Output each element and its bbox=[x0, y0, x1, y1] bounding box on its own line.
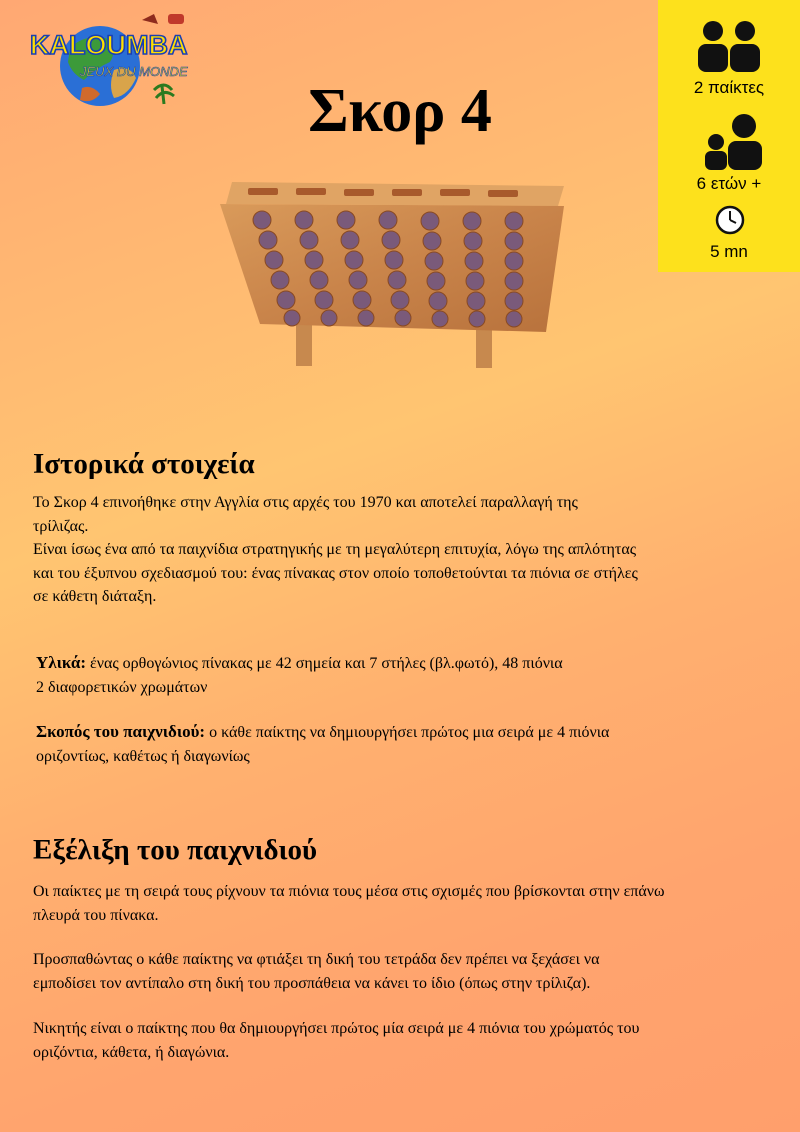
history-line: Είναι ίσως ένα από τα παιχνίδια στρατηγικής με τη μεγαλύτερη επιτυχία, λόγω της απλότητας bbox=[33, 541, 637, 558]
gameplay-heading: Εξέλιξη του παιχνιδιού bbox=[33, 834, 318, 866]
history-line: και του έξυπνου σχεδιασμού του: ένας πίνακας στον οποίο τοποθετούνται τα πιόνια σε στήλες bbox=[33, 564, 638, 582]
gameplay-line: Προσπαθώντας ο κάθε παίκτης να φτιάξει τη δική του τετράδα δεν πρέπει να ξεχάσει να bbox=[33, 951, 600, 968]
goal-text: οριζοντίως, καθέτως ή διαγωνίως bbox=[36, 747, 250, 765]
gameplay-line: Οι παίκτες με τη σειρά τους ρίχνουν τα πιόνια τους μέσα στις σχισμές που βρίσκονται στην επάνω bbox=[33, 883, 665, 900]
gameplay-line: εμποδίσει τον αντίπαλο στη δική του προσπάθεια να κάνει το ίδιο (όπως στην τρίλιζα). bbox=[33, 974, 591, 992]
gameplay-para-2 bbox=[33, 948, 793, 995]
two-players-icon bbox=[696, 20, 762, 72]
clock-icon bbox=[715, 205, 745, 235]
gameplay-line: Νικητής είναι ο παίκτης που θα δημιουργήσει πρώτος μία σειρά με 4 πιόνια του χρώματός του bbox=[33, 1020, 640, 1037]
logo-tagline: JEUX DU MONDE bbox=[80, 64, 188, 79]
materials-block bbox=[36, 651, 776, 699]
game-info-box bbox=[658, 0, 800, 272]
page-title: Σκορ 4 bbox=[308, 77, 492, 145]
gameplay-line: οριζόντια, κάθετα, ή διαγώνια. bbox=[33, 1043, 230, 1061]
history-line: Το Σκορ 4 επινοήθηκε στην Αγγλία στις αρχές του 1970 και αποτελεί παραλλαγή της bbox=[33, 494, 578, 511]
gameplay-para-1 bbox=[33, 880, 793, 927]
materials-text: ένας ορθογώνιος πίνακας με 42 σημεία και 7 στήλες (βλ.φωτό), 48 πιόνια bbox=[86, 655, 563, 672]
gameplay-para-3 bbox=[33, 1017, 793, 1064]
goal-text: ο κάθε παίκτης να δημιουργήσει πρώτος μια σειρά με 4 πιόνια bbox=[205, 724, 610, 741]
history-line: τρίλιζας. bbox=[33, 517, 89, 535]
history-text bbox=[33, 491, 773, 609]
players-count: 2 παίκτες bbox=[693, 78, 765, 97]
goal-label: Σκοπός του παιχνιδιού: bbox=[36, 722, 206, 741]
materials-text: 2 διαφορετικών χρωμάτων bbox=[36, 678, 208, 696]
materials-label: Υλικά: bbox=[36, 653, 86, 672]
logo-wordmark: KALOUMBA bbox=[30, 30, 188, 60]
history-line: σε κάθετη διάταξη. bbox=[33, 588, 157, 605]
age-range: 6 ετών + bbox=[696, 174, 762, 193]
game-duration: 5 mn bbox=[710, 242, 748, 261]
gameplay-line: πλευρά του πίνακα. bbox=[33, 906, 159, 924]
goal-block bbox=[36, 720, 776, 768]
history-heading: Ιστορικά στοιχεία bbox=[33, 448, 255, 480]
connect-four-board-photo bbox=[212, 176, 582, 376]
age-icon bbox=[702, 114, 764, 170]
